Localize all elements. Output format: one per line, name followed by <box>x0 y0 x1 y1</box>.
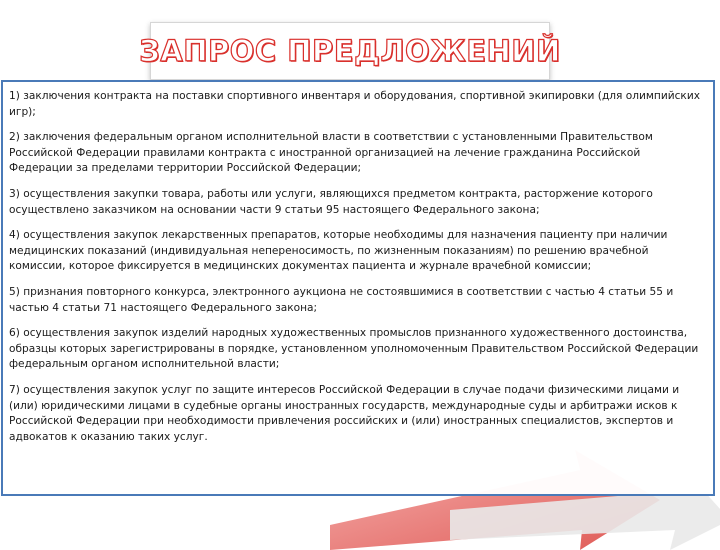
title-box <box>139 22 561 80</box>
list-item-4: 4) осуществления закупок лекарственных препаратов, которые необходимы для назначения пациенту при наличии медицинских показаний (индивидуальная непереносимость, по жизненным показаниям) по решению врачебной комиссии, которое фиксируется в медицинских документах пациента и журнале врачебной комиссии; <box>9 229 668 273</box>
list-item-1: 1) заключения контракта на поставки спортивного инвентаря и оборудования, спортивной экипировки (для олимпийских игр); <box>9 90 700 118</box>
slide-title: ЗАПРОС ПРЕДЛОЖЕНИЙ <box>139 34 561 68</box>
list-item-6: 6) осуществления закупок изделий народных художественных промыслов признанного художественного достоинства, образцы которых зарегистрированы в порядке, установленном уполномоченным Правительством Российской Федерации федеральным органом исполнительной власти; <box>9 327 699 371</box>
list-item-5: 5) признания повторного конкурса, электронного аукциона не состоявшимися в соответствии с частью 4 статьи 55 и частью 4 статьи 71 настоящего Федерального закона; <box>9 285 674 314</box>
list-item-2: 2) заключения федеральным органом исполнительной власти в соответствии с установленными Правительством Российской Федерации правилами контракта с иностранной организацией на лечение гражданина Российской Федерации за пределами территории Российской Федерации; <box>9 131 653 175</box>
content-panel <box>1 80 715 496</box>
list-item-7: 7) осуществления закупок услуг по защите интересов Российской Федерации в случае подачи физическими лицами и (или) юридическими лицами в судебные органы иностранных государств, международные суды и арбитражи исков к Российской Федерации при необходимости привлечения российских и (или) иностранных специалистов, экспертов и адвокатов к оказанию таких услуг. <box>9 383 680 443</box>
list-item-3: 3) осуществления закупки товара, работы или услуги, являющихся предметом контракта, расторжение которого осуществлено заказчиком на основании части 9 статьи 95 настоящего Федерального закона; <box>9 187 653 216</box>
